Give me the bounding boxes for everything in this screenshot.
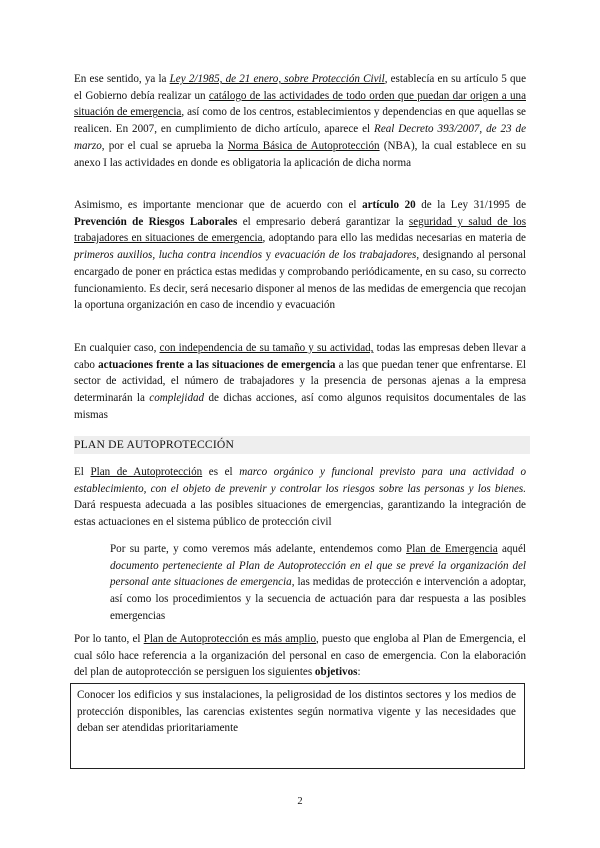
- text: todas las empresas deben llevar a cabo: [74, 342, 526, 371]
- text: , designando al personal encargado de poner en práctica estas medidas y comprobando periódicamente, en su caso, su correcto funcionamiento. Es decir, será necesario disponer al menos de las medidas de emergencia que recojan la oportuna organización en caso de incendio y evacuación: [74, 249, 526, 312]
- real-decreto: Real Decreto 393/2007, de 23 de marzo: [74, 123, 526, 152]
- norma-basica-underlined: Norma Básica de Autoprotección: [227, 139, 380, 152]
- paragraph-plan-autoproteccion: [74, 464, 526, 531]
- objetivos-bold: objetivos: [314, 666, 358, 679]
- evacuacion-italic: evacuación de los trabajadores: [274, 249, 417, 262]
- text: Asimismo, es importante mencionar que de acuerdo con el: [74, 199, 363, 211]
- plan-autoproteccion-underlined: Plan de Autoprotección: [90, 466, 203, 478]
- seguridad-underlined: seguridad y salud de los trabajadores en situaciones de emergencia: [74, 215, 527, 245]
- actuaciones-bold: actuaciones frente a las situaciones de emergencia: [98, 358, 336, 371]
- section-heading: PLAN DE AUTOPROTECCIÓN: [74, 436, 530, 454]
- text: , las medidas de protección e intervención a adoptar, así como los procedimientos y la secuencia de actuación para dar respuesta a las posibles emergencias: [110, 576, 526, 622]
- prl-bold: Prevención de Riesgos Laborales: [74, 215, 238, 228]
- paragraph-mas-amplio: [74, 631, 526, 681]
- paragraph-articulo-20: [74, 197, 526, 314]
- primeros-auxilios-italic: primeros auxilios, lucha contra incendios: [74, 249, 263, 262]
- text: aquél: [497, 543, 526, 555]
- text: En cualquier caso,: [74, 342, 160, 354]
- catalogo-underlined: catálogo de las actividades de todo orden que puedan dar origen a una situación de emergencia: [74, 89, 526, 119]
- independencia-underlined: con independencia de su tamaño y su actividad,: [159, 342, 374, 354]
- text: , adoptando para ello las medidas necesarias en materia de: [262, 232, 526, 245]
- text: El: [74, 466, 91, 478]
- plan-emergencia-underlined: Plan de Emergencia: [406, 543, 498, 555]
- text: el empresario deberá garantizar la: [237, 215, 409, 228]
- text: es el: [202, 466, 240, 478]
- text: , puesto que engloba al Plan de Emergencia, el cual sólo hace referencia a la organización del personal en caso de emergencia. Con la elaboración del plan de autoprotección se persiguen los siguientes: [74, 633, 526, 679]
- text: de la Ley 31/1995 de: [415, 199, 526, 211]
- text: :: [357, 666, 361, 679]
- paragraph-plan-emergencia: [110, 541, 526, 625]
- text: de dichas acciones, así como algunos requisitos documentales de las mismas: [74, 392, 526, 421]
- text: Por su parte, y como veremos más adelante, entendemos como: [110, 543, 407, 555]
- ley-2-1985-link: Ley 2/1985, de 21 enero, sobre Protección Civil: [169, 73, 385, 85]
- text: Por lo tanto, el: [74, 633, 144, 645]
- marco-organico-italic: marco orgánico y funcional previsto para una actividad o establecimiento, con el objeto de prevenir y controlar los riesgos sobre las personas y los bienes.: [74, 466, 527, 495]
- text: y: [262, 249, 275, 262]
- paragraph-ley-proteccion-civil: [74, 71, 526, 171]
- text: a las que puedan tener que enfrentarse. El sector de actividad, el número de trabajadores y la presencia de personas ajenas a la empresa determinarán la: [74, 358, 526, 405]
- mas-amplio-underlined: Plan de Autoprotección es más amplio: [143, 633, 317, 645]
- paragraph-cualquier-caso: [74, 340, 526, 424]
- documento-italic: documento perteneciente al Plan de Autoprotección en el que se prevé la organización del personal ante situaciones de emergencia: [110, 559, 526, 589]
- articulo-20-bold: artículo 20: [362, 199, 416, 211]
- text: (NBA), la cual establece en su anexo I las actividades en donde es obligatoria la aplicación de dicha norma: [74, 139, 526, 169]
- text: , establecía en su artículo 5 que el Gobierno debía realizar un: [74, 73, 526, 102]
- text: , por el cual se aprueba la: [101, 139, 228, 152]
- objetivos-box-text: Conocer los edificios y sus instalaciones, la peligrosidad de los distintos sectores y los medios de protección disponibles, las carencias existentes según normativa vigente y las necesidades que deban ser atendidas prioritariamente: [77, 689, 516, 735]
- text: En ese sentido, ya la: [74, 73, 170, 85]
- complejidad-italic: complejidad: [149, 392, 205, 405]
- objetivos-box: [70, 683, 525, 769]
- text: Dará respuesta adecuada a las posibles situaciones de emergencias, garantizando la integración de estas actuaciones en el sistema público de protección civil: [74, 499, 526, 529]
- text: , así como de los centros, establecimientos y dependencias en que aquellas se realicen. En 2007, en cumplimiento de dicho artículo, aparece el: [74, 106, 526, 136]
- page-number: 2: [297, 796, 303, 807]
